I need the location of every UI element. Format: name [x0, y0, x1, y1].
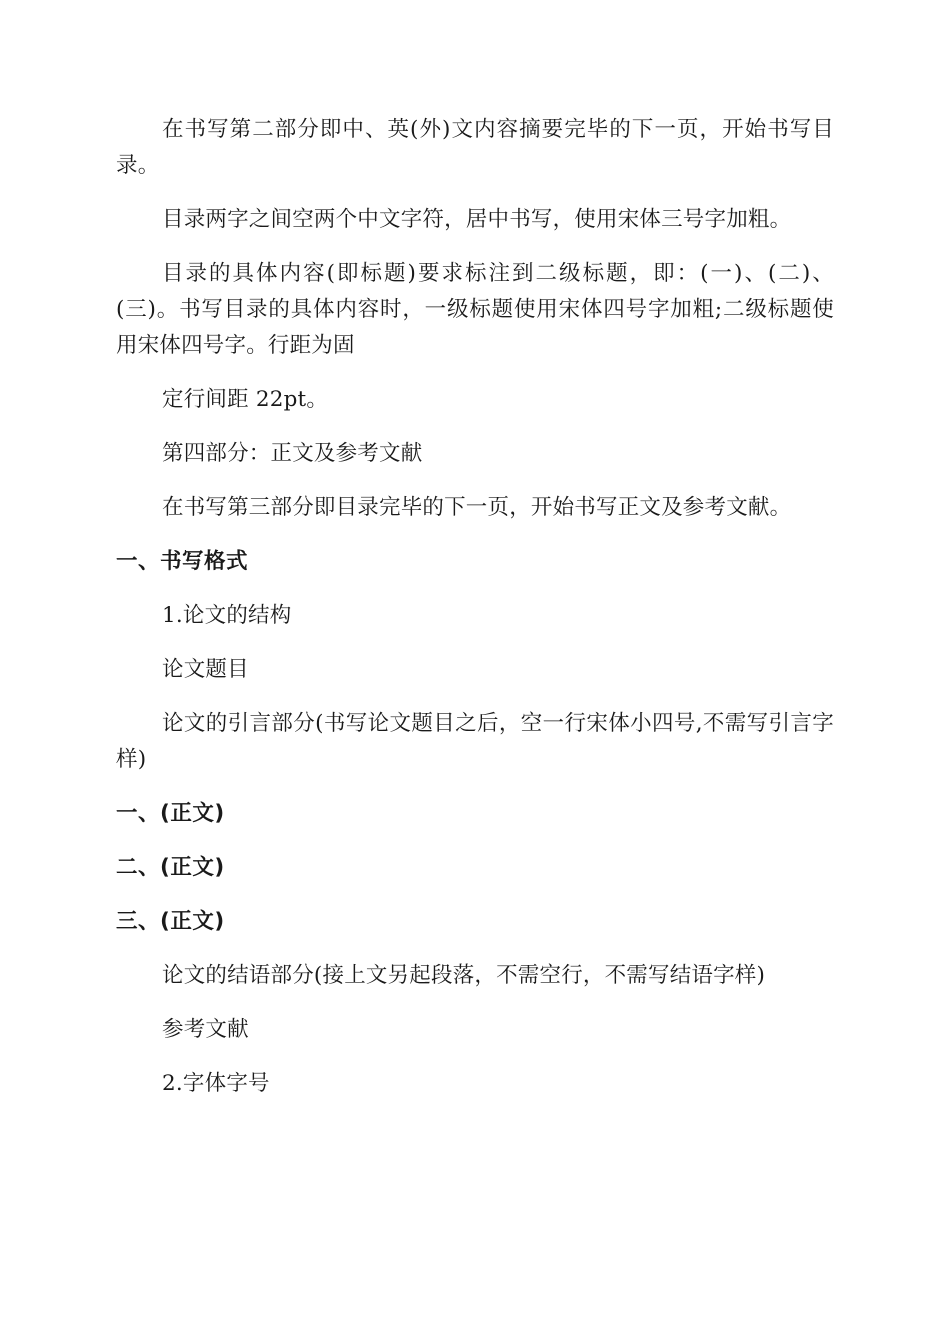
- paragraph-toc-content-rules: 目录的具体内容(即标题)要求标注到二级标题，即：(一)、(二)、(三)。书写目录的具体内容时，一级标题使用宋体四号字加粗;二级标题使用宋体四号字。行距为固: [116, 261, 834, 358]
- paragraph-body-start: 在书写第三部分即目录完毕的下一页，开始书写正文及参考文献。: [162, 495, 792, 520]
- heading-body-one: 一、(正文): [116, 801, 225, 826]
- paragraph-font-size: 2.字体字号: [162, 1071, 270, 1096]
- paragraph-line-spacing: 定行间距 22pt。: [162, 387, 329, 412]
- paragraph-paper-title: 论文题目: [162, 657, 249, 682]
- paragraph-structure: 1.论文的结构: [162, 603, 292, 628]
- heading-body-two: 二、(正文): [116, 855, 225, 880]
- paragraph-toc-start: 在书写第二部分即中、英(外)文内容摘要完毕的下一页，开始书写目录。: [116, 117, 834, 178]
- paragraph-conclusion: 论文的结语部分(接上文另起段落，不需空行，不需写结语字样): [162, 963, 766, 988]
- heading-body-three: 三、(正文): [116, 909, 225, 934]
- paragraph-references: 参考文献: [162, 1017, 249, 1042]
- paragraph-part-four-title: 第四部分：正文及参考文献: [162, 441, 423, 466]
- document-body: [116, 112, 834, 1102]
- paragraph-toc-title-format: 目录两字之间空两个中文字符，居中书写，使用宋体三号字加粗。: [162, 207, 792, 232]
- paragraph-introduction: 论文的引言部分(书写论文题目之后，空一行宋体小四号,不需写引言字样): [116, 711, 834, 772]
- heading-writing-format: 一、书写格式: [116, 549, 249, 574]
